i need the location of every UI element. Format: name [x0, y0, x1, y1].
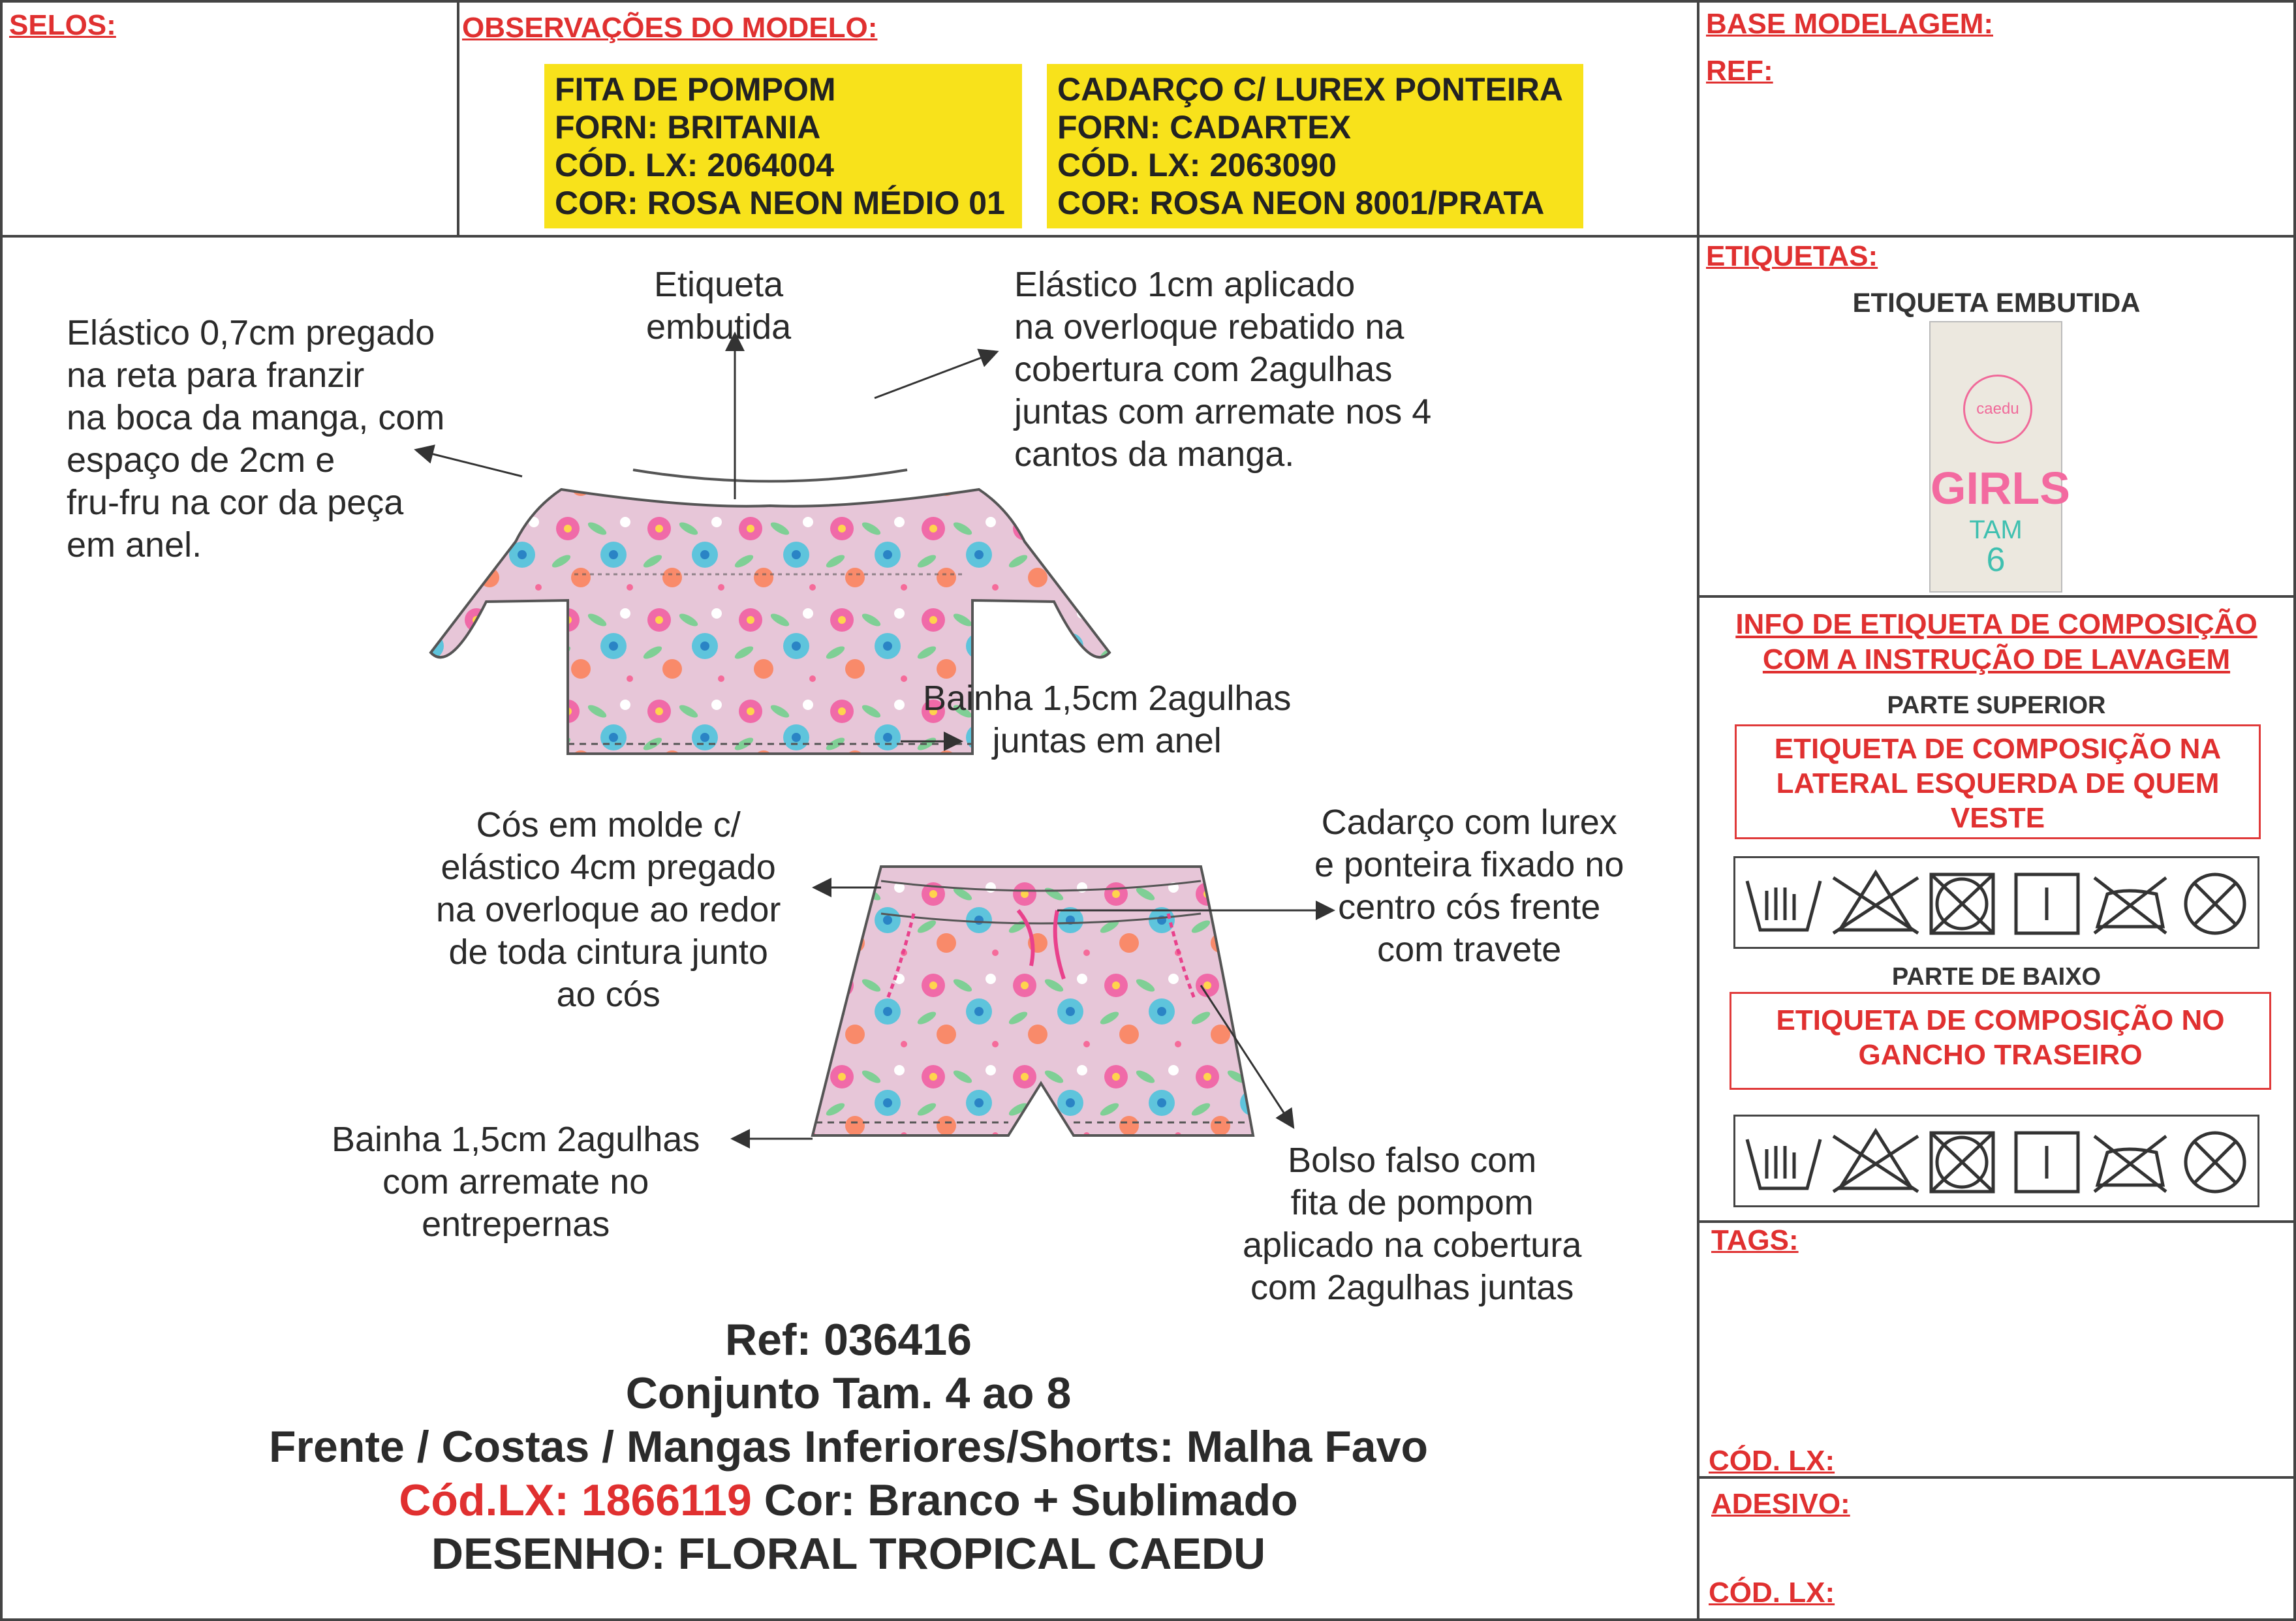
- note-bolso: [1243, 1139, 1581, 1309]
- product-ref: Ref: 036416: [724, 1315, 972, 1365]
- box-line: LATERAL ESQUERDA DE QUEM: [1776, 767, 2220, 799]
- box-line: VESTE: [1950, 802, 2045, 834]
- product-cor: Cor: Branco + Sublimado: [751, 1475, 1298, 1525]
- note-line: juntas em anel: [992, 721, 1222, 760]
- aviamento-line: CÓD. LX: 2064004: [555, 147, 834, 183]
- note-bainha-blusa: [923, 677, 1291, 762]
- tags-label: TAGS:: [1711, 1224, 1799, 1256]
- sidebar-divider: [1697, 0, 1699, 1621]
- aviamento-line: FORN: CADARTEX: [1057, 109, 1351, 146]
- note-line: Bainha 1,5cm 2agulhas: [332, 1120, 700, 1159]
- note-line: com 2agulhas juntas: [1250, 1268, 1574, 1307]
- care-symbols-baixo: [1733, 1115, 2259, 1207]
- note-line: Bolso falso com: [1288, 1141, 1537, 1180]
- note-line: com travete: [1377, 930, 1562, 969]
- note-line: em anel.: [67, 525, 202, 564]
- note-line: cobertura com 2agulhas: [1014, 350, 1393, 389]
- note-line: fru-fru na cor da peça: [67, 483, 404, 522]
- note-cos: [436, 804, 781, 1016]
- superior-composicao-box: [1735, 724, 2261, 839]
- note-line: juntas com arremate nos 4: [1014, 392, 1432, 431]
- note-line: entrepernas: [422, 1205, 610, 1244]
- box-line: GANCHO TRASEIRO: [1858, 1039, 2143, 1071]
- note-line: Bainha 1,5cm 2agulhas: [923, 679, 1292, 718]
- caedu-logo-text: caedu: [1976, 400, 2019, 418]
- note-line: na boca da manga, com: [67, 398, 445, 437]
- note-line: elástico 4cm pregado: [441, 848, 776, 887]
- label-tam: TAM: [1969, 516, 2023, 544]
- caedu-logo: [1963, 375, 2032, 444]
- observacoes-label: OBSERVAÇÕES DO MODELO:: [462, 12, 878, 44]
- note-line: com arremate no: [382, 1162, 649, 1201]
- note-line: Cadarço com lurex: [1321, 803, 1617, 842]
- note-line: na overloque ao redor: [436, 890, 781, 929]
- info-title: [1699, 607, 2293, 677]
- note-line: na overloque rebatido na: [1014, 307, 1404, 347]
- label-girls: GIRLS: [1931, 463, 2070, 514]
- aviamento-line: COR: ROSA NEON MÉDIO 01: [555, 185, 1005, 221]
- note-line: centro cós frente: [1338, 888, 1601, 927]
- sidebar-divider-info: [1697, 1220, 2296, 1223]
- border-right: [2293, 0, 2296, 1621]
- aviamento-cadarco: [1047, 64, 1583, 228]
- adesivo-label: ADESIVO:: [1711, 1488, 1850, 1520]
- aviamento-line: CADARÇO C/ LUREX PONTEIRA: [1057, 71, 1564, 108]
- label-size: 6: [1986, 541, 2006, 579]
- product-desenho: DESENHO: FLORAL TROPICAL CAEDU: [431, 1529, 1266, 1579]
- care-symbols-superior: [1733, 856, 2259, 949]
- note-cadarco: [1314, 801, 1624, 971]
- parte-baixo-label: PARTE DE BAIXO: [1891, 963, 2102, 991]
- note-line: e ponteira fixado no: [1314, 845, 1624, 884]
- border-top: [0, 0, 2296, 3]
- note-bainha-shorts: [332, 1119, 700, 1246]
- product-cod-cor: [0, 1474, 1697, 1527]
- note-line: espaço de 2cm e: [67, 440, 335, 480]
- tags-cod-lx-label: CÓD. LX:: [1709, 1445, 1835, 1477]
- note-elastico-1: [1014, 264, 1431, 476]
- etiquetas-label: ETIQUETAS:: [1706, 240, 1878, 272]
- info-title-line: INFO DE ETIQUETA DE COMPOSIÇÃO: [1735, 608, 2257, 640]
- box-line: ETIQUETA DE COMPOSIÇÃO NO: [1776, 1004, 2225, 1036]
- note-etiqueta: [646, 264, 791, 348]
- sidebar-divider-etiquetas: [1697, 595, 2296, 598]
- note-line: Cós em molde c/: [476, 805, 741, 844]
- note-elastico-07: [67, 312, 444, 566]
- note-line: na reta para franzir: [67, 356, 365, 395]
- note-line: aplicado na cobertura: [1243, 1226, 1582, 1265]
- aviamento-line: FORN: BRITANIA: [555, 109, 821, 146]
- etiqueta-embutida-title: ETIQUETA EMBUTIDA: [1852, 287, 2141, 318]
- border-bottom: [0, 1618, 2296, 1621]
- note-line: ao cós: [556, 975, 660, 1014]
- product-cod-lx: Cód.LX: 1866119: [399, 1475, 752, 1525]
- aviamento-line: FITA DE POMPOM: [555, 71, 836, 108]
- selos-label: SELOS:: [9, 9, 116, 41]
- aviamento-fita-pompom: [544, 64, 1022, 228]
- product-conjunto: Conjunto Tam. 4 ao 8: [625, 1368, 1072, 1418]
- box-line: ETIQUETA DE COMPOSIÇÃO NA: [1774, 733, 2222, 765]
- note-line: cantos da manga.: [1014, 435, 1295, 474]
- selos-divider: [457, 0, 459, 236]
- parte-superior-label: PARTE SUPERIOR: [1887, 692, 2106, 719]
- baixo-composicao-box: [1730, 992, 2271, 1090]
- etiqueta-embutida-label: [1929, 321, 2070, 593]
- note-line: Elástico 0,7cm pregado: [67, 313, 435, 352]
- base-modelagem-label: BASE MODELAGEM:: [1706, 8, 1993, 40]
- note-line: Etiqueta: [654, 265, 784, 304]
- aviamento-line: COR: ROSA NEON 8001/PRATA: [1057, 185, 1545, 221]
- info-title-line: COM A INSTRUÇÃO DE LAVAGEM: [1762, 643, 2231, 675]
- note-line: de toda cintura junto: [448, 933, 768, 972]
- note-line: fita de pompom: [1290, 1183, 1534, 1222]
- adesivo-cod-lx-label: CÓD. LX:: [1709, 1577, 1835, 1609]
- note-line: Elástico 1cm aplicado: [1014, 265, 1356, 304]
- shorts-drawing: [813, 867, 1253, 1135]
- aviamento-line: CÓD. LX: 2063090: [1057, 147, 1337, 183]
- ref-label: REF:: [1706, 55, 1773, 87]
- note-line: embutida: [646, 307, 792, 347]
- product-material: Frente / Costas / Mangas Inferiores/Shorts: Malha Favo: [269, 1422, 1428, 1472]
